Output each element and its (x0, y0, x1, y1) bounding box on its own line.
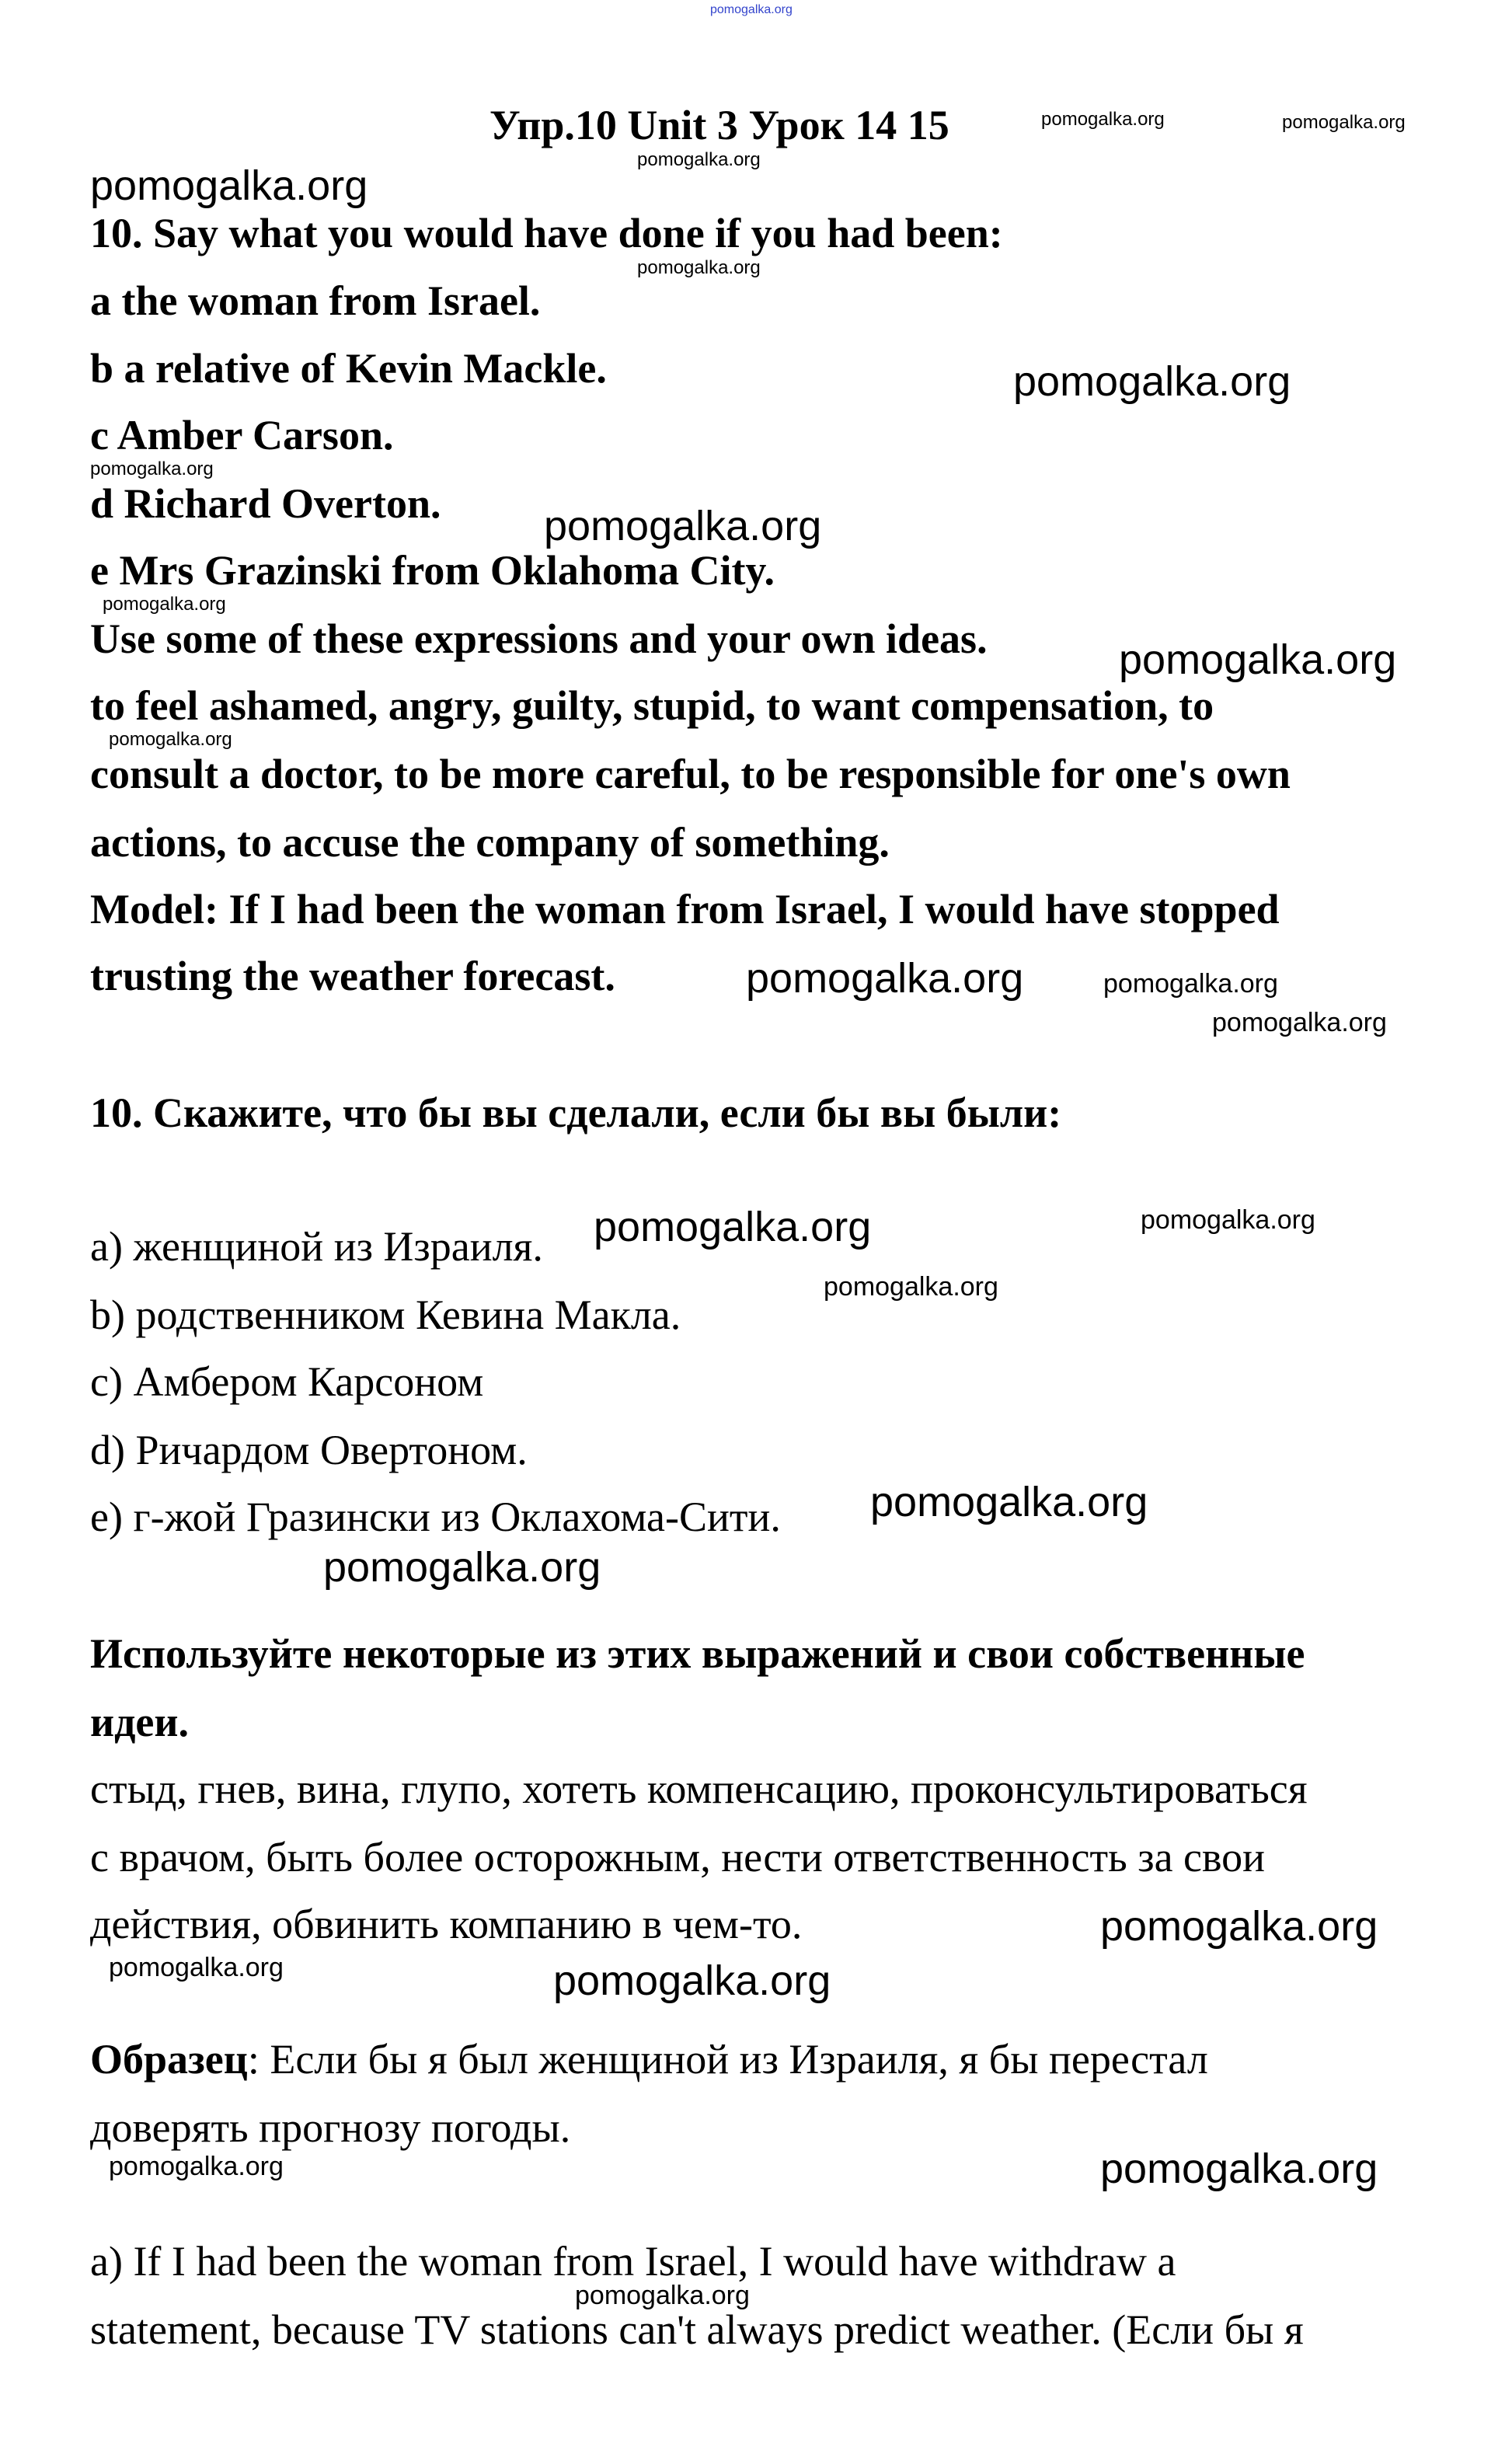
model-label-ru: Образец (90, 2036, 248, 2083)
watermark: pomogalka.org (594, 1204, 872, 1250)
expressions-ru-2: с врачом, быть более осторожным, нести ответственность за свои (90, 1834, 1266, 1881)
watermark: pomogalka.org (90, 458, 214, 479)
item-e-en: e Mrs Grazinski from Oklahoma City. (90, 547, 775, 594)
watermark: pomogalka.org (103, 594, 226, 615)
watermark: pomogalka.org (109, 729, 232, 750)
item-b-ru: b) родственником Кевина Макла. (90, 1291, 681, 1338)
watermark: pomogalka.org (323, 1544, 601, 1591)
item-d-en: d Richard Overton. (90, 480, 441, 527)
watermark: pomogalka.org (870, 1479, 1148, 1525)
model-en-1: Model: If I had been the woman from Israel, I would have stopped (90, 886, 1280, 932)
watermark: pomogalka.org (109, 2152, 284, 2181)
model-text-ru: : Если бы я был женщиной из Израиля, я бы перестал (247, 2036, 1208, 2083)
watermark: pomogalka.org (1100, 2145, 1378, 2192)
model-ru-1 (90, 2036, 1208, 2083)
instruction-en: Use some of these expressions and your own ideas. (90, 615, 988, 662)
item-b-en: b a relative of Kevin Mackle. (90, 345, 607, 392)
exercise-heading-ru: 10. Скажите, что бы вы сделали, если бы вы были: (90, 1089, 1062, 1136)
expressions-en-1: to feel ashamed, angry, guilty, stupid, to want compensation, to (90, 682, 1214, 729)
watermark: pomogalka.org (746, 955, 1024, 1002)
watermark: pomogalka.org (575, 2281, 750, 2310)
expressions-en-3: actions, to accuse the company of something. (90, 819, 890, 866)
watermark: pomogalka.org (90, 162, 368, 209)
watermark: pomogalka.org (1141, 1205, 1315, 1235)
item-c-ru: c) Амбером Карсоном (90, 1358, 484, 1405)
expressions-ru-1: стыд, гнев, вина, глупо, хотеть компенсацию, проконсультироваться (90, 1766, 1308, 1812)
watermark: pomogalka.org (1282, 112, 1406, 133)
answer-a-2: statement, because TV stations can't always predict weather. (Если бы я (90, 2306, 1304, 2353)
item-e-ru: e) г-жой Гразински из Оклахома-Сити. (90, 1494, 781, 1540)
watermark: pomogalka.org (824, 1272, 998, 1302)
watermark: pomogalka.org (637, 149, 761, 170)
page-title: Упр.10 Unit 3 Урок 14 15 (489, 102, 949, 148)
watermark: pomogalka.org (1100, 1903, 1378, 1950)
expressions-ru-3: действия, обвинить компанию в чем-то. (90, 1901, 803, 1947)
watermark: pomogalka.org (544, 503, 822, 549)
watermark: pomogalka.org (1119, 636, 1397, 683)
watermark: pomogalka.org (553, 1957, 831, 2004)
top-watermark-link[interactable]: pomogalka.org (710, 3, 793, 16)
item-d-ru: d) Ричардом Овертоном. (90, 1427, 528, 1473)
watermark: pomogalka.org (1013, 358, 1291, 405)
item-a-en: a the woman from Israel. (90, 277, 541, 324)
model-en-2: trusting the weather forecast. (90, 953, 615, 999)
watermark: pomogalka.org (1103, 969, 1278, 999)
watermark: pomogalka.org (1212, 1008, 1387, 1037)
watermark: pomogalka.org (637, 257, 761, 278)
watermark: pomogalka.org (1041, 109, 1165, 130)
expressions-en-2: consult a doctor, to be more careful, to be responsible for one's own (90, 751, 1291, 797)
instruction-ru-1: Используйте некоторые из этих выражений и свои собственные (90, 1630, 1305, 1677)
answer-a-1: a) If I had been the woman from Israel, I would have withdraw a (90, 2238, 1176, 2285)
instruction-ru-2: идеи. (90, 1699, 190, 1745)
item-a-ru: a) женщиной из Израиля. (90, 1223, 543, 1270)
exercise-heading-en: 10. Say what you would have done if you had been: (90, 210, 1003, 256)
model-ru-2: доверять прогнозу погоды. (90, 2104, 571, 2151)
item-c-en: c Amber Carson. (90, 412, 394, 458)
watermark: pomogalka.org (109, 1953, 284, 1982)
